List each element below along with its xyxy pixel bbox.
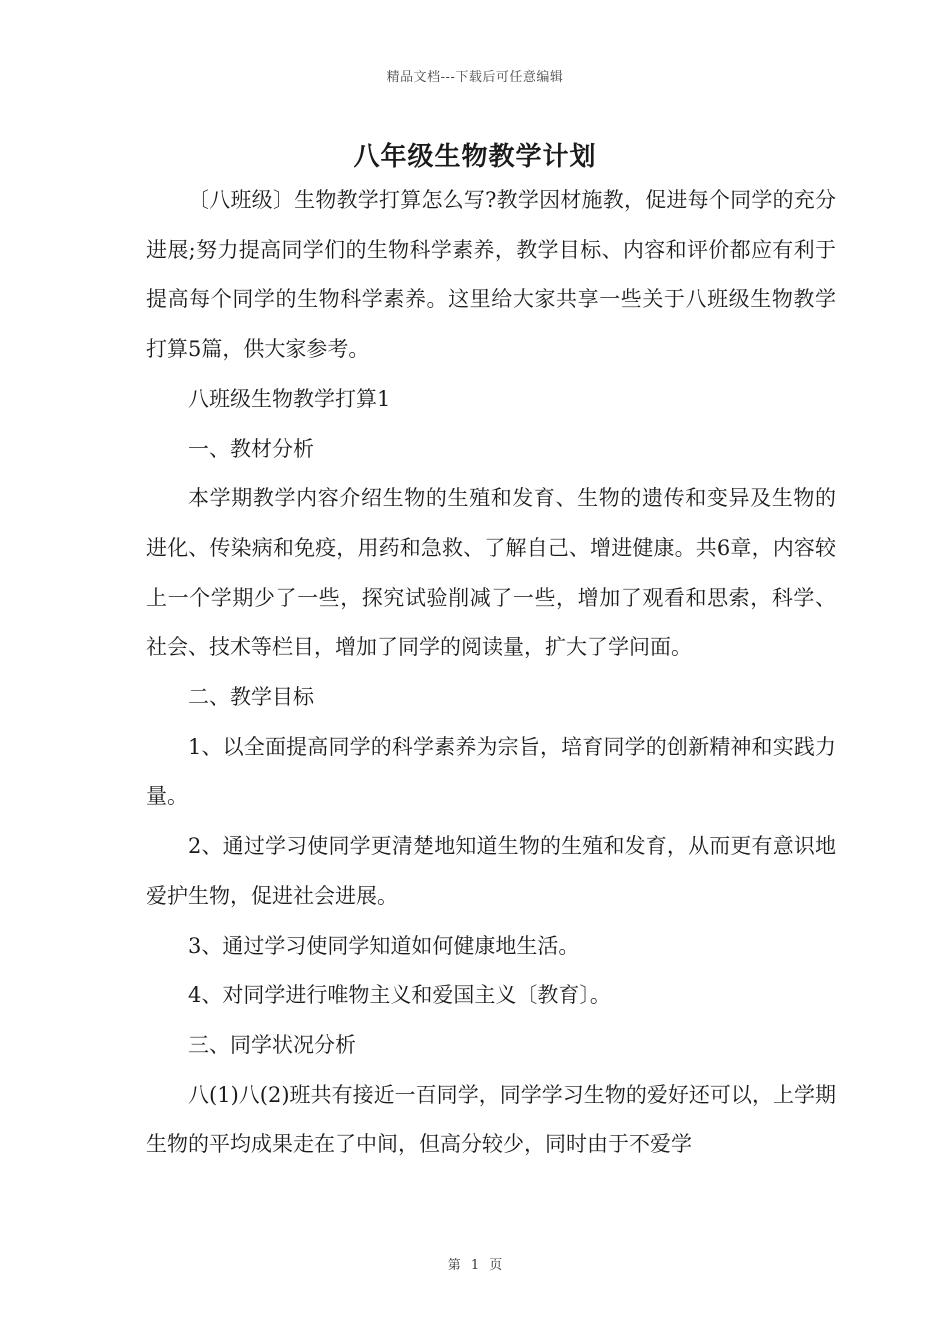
goal-item-3: 3、通过学习使同学知道如何健康地生活。 <box>188 933 580 958</box>
document-title: 八年级生物教学计划 <box>353 142 597 172</box>
section-heading-teaching-goals: 二、教学目标 <box>188 685 314 710</box>
goal-item-1: 1、以全面提高同学的科学素养为宗旨，培育同学的创新精神和实践力量。 <box>146 734 836 809</box>
section-heading-textbook-analysis: 一、教材分析 <box>188 436 314 461</box>
page-header: 精品文档---下载后可任意编辑 <box>386 70 564 85</box>
plan-heading: 八班级生物教学打算1 <box>188 386 391 411</box>
student-analysis-paragraph: 八(1)八(2)班共有接近一百同学，同学学习生物的爱好还可以，上学期生物的平均成果走在了中间，但高分较少，同时由于不爱学 <box>146 1082 836 1157</box>
footer-prefix: 第 <box>447 1258 461 1273</box>
goal-item-4: 4、对同学进行唯物主义和爱国主义〔教育〕。 <box>188 983 611 1008</box>
textbook-analysis-paragraph: 本学期教学内容介绍生物的生殖和发育、生物的遗传和变异及生物的进化、传染病和免疫，用药和急救、了解自己、增进健康。共6章，内容较上一个学期少了一些，探究试验削减了一些，增加了观看和思索，科学、社会、技术等栏目，增加了同学的阅读量，扩大了学问面。 <box>146 486 836 660</box>
intro-paragraph: 〔八班级〕生物教学打算怎么写?教学因材施教，促进每个同学的充分进展;努力提高同学们的生物科学素养，教学目标、内容和评价都应有利于提高每个同学的生物科学素养。这里给大家共享一些关于八班级生物教学打算5篇，供大家参考。 <box>146 188 836 362</box>
section-heading-student-analysis: 三、同学状况分析 <box>188 1032 356 1057</box>
page-number: 1 <box>470 1258 480 1273</box>
page-footer <box>0 1254 950 1273</box>
goal-item-2: 2、通过学习使同学更清楚地知道生物的生殖和发育，从而更有意识地爱护生物，促进社会进展。 <box>146 834 836 908</box>
document-body <box>146 176 836 1170</box>
footer-suffix: 页 <box>489 1258 503 1273</box>
